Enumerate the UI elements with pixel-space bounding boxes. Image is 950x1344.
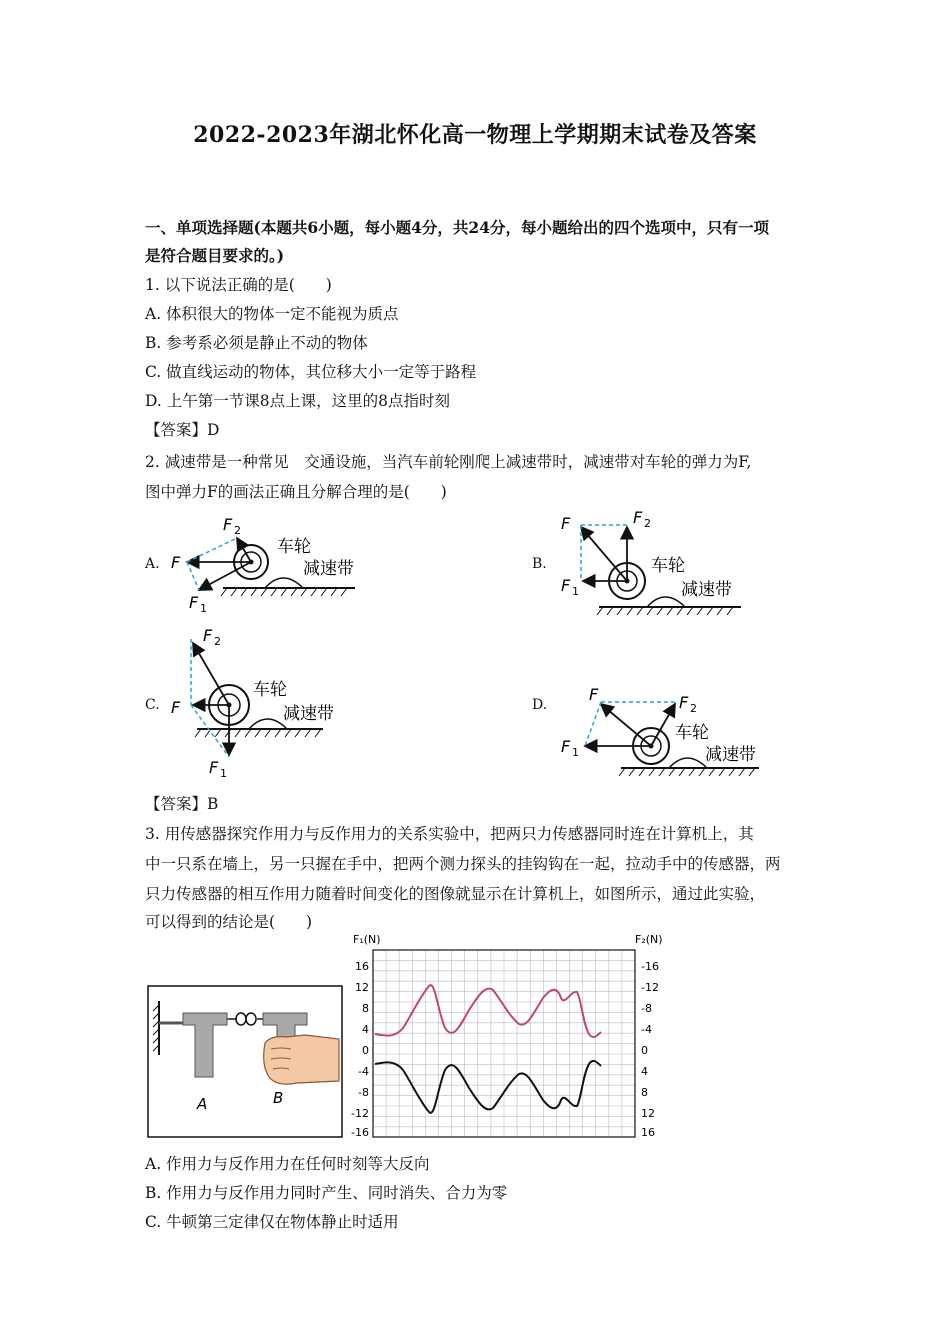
ground-hatch bbox=[221, 588, 347, 596]
left-axis-label: F₁(N) bbox=[353, 933, 381, 946]
graph-grid bbox=[373, 950, 635, 1137]
svg-text:2: 2 bbox=[690, 702, 697, 715]
left-tick: -12 bbox=[351, 1107, 369, 1120]
section-heading-line1: 一、单项选择题(本题共6小题，每小题4分，共24分，每小题给出的四个选项中，只有一项 bbox=[145, 218, 769, 237]
left-tick: 8 bbox=[362, 1002, 369, 1015]
svg-text:1: 1 bbox=[572, 585, 579, 598]
f1-curve bbox=[375, 985, 601, 1037]
q3-option-c: C. 牛顿第三定律仅在物体静止时适用 bbox=[145, 1213, 399, 1231]
svg-text:F: F bbox=[561, 514, 571, 533]
q2-option-c-letter: C. bbox=[145, 697, 160, 713]
q3-option-a: A. 作用力与反作用力在任何时刻等大反向 bbox=[145, 1155, 430, 1173]
label-sensor-a: A bbox=[197, 1095, 208, 1113]
section-heading-line2: 是符合题目要求的。) bbox=[145, 246, 285, 265]
q3-stem-line3: 只力传感器的相互作用力随着时间变化的图像就显示在计算机上，如图所示，通过此实验， bbox=[145, 885, 766, 903]
svg-text:减速带: 减速带 bbox=[705, 745, 756, 765]
bump-shape bbox=[265, 578, 303, 588]
q3-option-b: B. 作用力与反作用力同时产生、同时消失、合力为零 bbox=[145, 1184, 508, 1202]
q2-figure-b bbox=[555, 505, 765, 615]
svg-text:2: 2 bbox=[234, 524, 241, 537]
label-bump: 减速带 bbox=[303, 559, 354, 579]
left-tick: -4 bbox=[358, 1065, 369, 1078]
left-tick: -8 bbox=[358, 1086, 369, 1099]
q1-answer: 【答案】D bbox=[145, 421, 220, 439]
left-tick: 4 bbox=[362, 1023, 369, 1036]
svg-text:F: F bbox=[203, 626, 213, 645]
right-tick: -8 bbox=[641, 1002, 652, 1015]
label-sensor-b: B bbox=[273, 1089, 284, 1107]
q2-answer: 【答案】B bbox=[145, 795, 219, 813]
page-title: 2022-2023年湖北怀化高一物理上学期期末试卷及答案 bbox=[193, 122, 757, 148]
left-tick: -16 bbox=[351, 1126, 369, 1139]
right-tick: 16 bbox=[641, 1126, 655, 1139]
q1-option-c: C. 做直线运动的物体，其位移大小一定等于路程 bbox=[145, 363, 477, 381]
svg-text:F: F bbox=[189, 593, 199, 612]
q2-stem-line2: 图中弹力F的画法正确且分解合理的是( ) bbox=[145, 483, 447, 501]
q1-option-a: A. 体积很大的物体一定不能视为质点 bbox=[145, 305, 399, 323]
q2-option-a-letter: A. bbox=[145, 556, 160, 572]
svg-text:F: F bbox=[633, 508, 643, 527]
svg-text:减速带: 减速带 bbox=[283, 704, 334, 724]
q2-stem-line1: 2. 减速带是一种常见 交通设施，当汽车前轮刚爬上减速带时，减速带对车轮的弹力为F, bbox=[145, 453, 752, 471]
svg-text:2: 2 bbox=[214, 635, 221, 648]
svg-text:车轮: 车轮 bbox=[651, 556, 685, 576]
left-tick: 16 bbox=[355, 960, 369, 973]
q2-option-d-letter: D. bbox=[532, 697, 548, 713]
left-tick: 0 bbox=[362, 1044, 369, 1057]
right-tick: -4 bbox=[641, 1023, 652, 1036]
svg-text:减速带: 减速带 bbox=[681, 580, 732, 600]
svg-text:F: F bbox=[561, 737, 571, 756]
svg-text:F: F bbox=[589, 685, 599, 704]
right-tick: 12 bbox=[641, 1107, 655, 1120]
q1-option-b: B. 参考系必须是静止不动的物体 bbox=[145, 334, 368, 352]
q2-figure-d bbox=[555, 680, 775, 780]
f2-curve bbox=[375, 1061, 601, 1113]
svg-text:2: 2 bbox=[644, 517, 651, 530]
svg-text:F: F bbox=[209, 758, 219, 777]
right-axis-label: F₂(N) bbox=[635, 933, 663, 946]
right-tick: 8 bbox=[641, 1086, 648, 1099]
hand bbox=[264, 1035, 339, 1084]
right-tick: 0 bbox=[641, 1044, 648, 1057]
label-wheel: 车轮 bbox=[277, 537, 311, 557]
q3-force-graph bbox=[345, 928, 675, 1140]
q1-option-d: D. 上午第一节课8点上课，这里的8点指时刻 bbox=[145, 392, 450, 410]
right-tick: -16 bbox=[641, 960, 659, 973]
right-ticks bbox=[641, 960, 659, 1139]
q3-stem-line1: 3. 用传感器探究作用力与反作用力的关系实验中，把两只力传感器同时连在计算机上，其 bbox=[145, 825, 754, 843]
svg-text:车轮: 车轮 bbox=[675, 723, 709, 743]
left-tick: 12 bbox=[355, 981, 369, 994]
q2-figure-c bbox=[165, 625, 365, 780]
svg-text:F: F bbox=[679, 693, 689, 712]
svg-text:1: 1 bbox=[200, 602, 207, 615]
svg-text:车轮: 车轮 bbox=[253, 680, 287, 700]
label-f: F bbox=[171, 553, 181, 572]
left-ticks bbox=[351, 960, 369, 1139]
q3-sensor-figure bbox=[147, 985, 343, 1138]
svg-text:F: F bbox=[561, 576, 571, 595]
q2-option-b-letter: B. bbox=[532, 556, 547, 572]
right-tick: 4 bbox=[641, 1065, 648, 1078]
right-tick: -12 bbox=[641, 981, 659, 994]
q1-stem: 1. 以下说法正确的是( ) bbox=[145, 276, 332, 294]
q2-figure-a bbox=[165, 510, 375, 615]
svg-text:1: 1 bbox=[220, 767, 227, 780]
svg-text:F: F bbox=[223, 515, 233, 534]
svg-text:1: 1 bbox=[572, 746, 579, 759]
q3-stem-line2: 中一只系在墙上，另一只握在手中，把两个测力探头的挂钩钩在一起，拉动手中的传感器，两 bbox=[145, 855, 781, 873]
q3-stem-line4: 可以得到的结论是( ) bbox=[145, 913, 313, 931]
svg-text:F: F bbox=[171, 698, 181, 717]
